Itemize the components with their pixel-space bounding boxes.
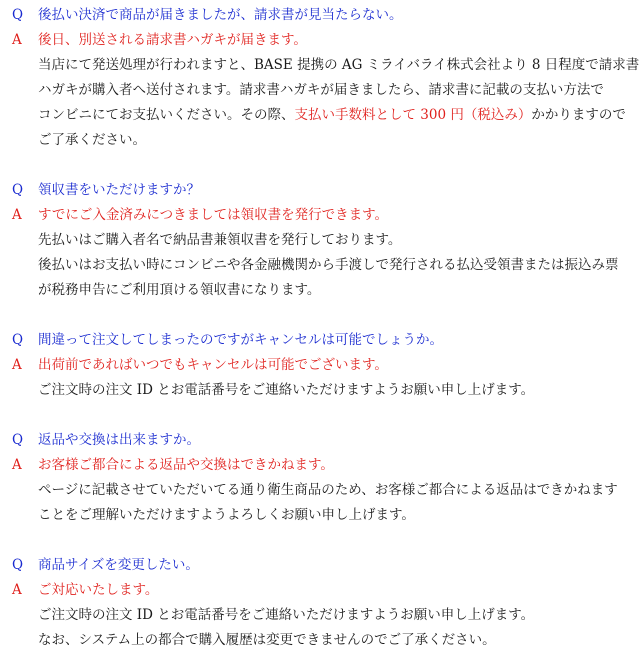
question-marker: Q — [12, 332, 24, 348]
answer-body-line: ことをご理解いただけますようよろしくお願い申し上げます。 — [38, 507, 415, 523]
question-marker: Q — [12, 182, 24, 198]
question-line — [12, 328, 630, 353]
answer-line — [12, 28, 630, 53]
answer-marker: A — [12, 357, 22, 373]
answer-marker: A — [12, 582, 22, 598]
answer-line — [12, 353, 630, 378]
spacer — [12, 153, 630, 178]
answer-body-line: ご注文時の注文 ID とお電話番号をご連絡いただけますようお願い申し上げます。 — [38, 382, 535, 398]
spacer — [12, 303, 630, 328]
question-text: 返品や交換は出来ますか。 — [38, 432, 200, 448]
question-text: 領収書をいただけますか？ — [38, 182, 200, 198]
faq-item — [12, 553, 630, 653]
answer-marker: A — [12, 207, 22, 223]
answer-body-line: ご了承ください。 — [38, 132, 146, 148]
answer-marker: A — [12, 32, 22, 48]
question-line — [12, 3, 630, 28]
answer-marker: A — [12, 457, 22, 473]
faq-item — [12, 428, 630, 528]
answer-body-line: ご注文時の注文 ID とお電話番号をご連絡いただけますようお願い申し上げます。 — [38, 607, 535, 623]
answer-text: お客様ご都合による返品や交換はできかねます。 — [38, 457, 334, 473]
faq-item — [12, 178, 630, 303]
answer-text: 出荷前であればいつでもキャンセルは可能でございます。 — [38, 357, 388, 373]
question-line — [12, 553, 630, 578]
answer-text: すでにご入金済みにつきましては領収書を発行できます。 — [38, 207, 389, 223]
question-line — [12, 178, 630, 203]
answer-body-line: 後払いはお支払い時にコンビニや各金融機関から手渡しで発行される払込受領書または振込み票 — [38, 257, 619, 273]
question-marker: Q — [12, 557, 24, 573]
answer-line — [12, 578, 630, 603]
question-text: 後払い決済で商品が届きましたが、請求書が見当たらない。 — [38, 7, 403, 23]
answer-text: ご対応いたします。 — [38, 582, 159, 598]
answer-body-line: 先払いはご購入者名で納品書兼領収書を発行しております。 — [38, 232, 402, 248]
answer-body-line: が税務申告にご利用頂ける領収書になります。 — [38, 282, 321, 298]
body-text: コンビニにてお支払いください。その際、 — [38, 107, 295, 123]
question-text: 商品サイズを変更したい。 — [38, 557, 199, 573]
answer-body-line: ハガキが購入者へ送付されます。請求書ハガキが届きましたら、請求書に記載の支払い方法で — [38, 82, 604, 98]
answer-body-line: ページに記載させていただいてる通り衛生商品のため、お客様ご都合による返品はできかねます — [38, 482, 618, 498]
answer-line — [12, 453, 630, 478]
faq-item — [12, 3, 640, 153]
question-text: 間違って注文してしまったのですがキャンセルは可能でしょうか。 — [38, 332, 443, 348]
question-line — [12, 428, 630, 453]
answer-body-line — [12, 103, 630, 128]
spacer — [12, 403, 630, 428]
answer-line — [12, 203, 630, 228]
answer-body-line: 当店にて発送処理が行われますと、BASE 提携の AG ミライバライ株式会社より 8 日程度で請求書 — [38, 57, 640, 73]
spacer — [12, 528, 630, 553]
question-marker: Q — [12, 7, 24, 23]
fee-highlight: 支払い手数料として 300 円（税込み） — [294, 107, 532, 123]
faq-item — [12, 328, 630, 403]
question-marker: Q — [12, 432, 24, 448]
answer-text: 後日、別送される請求書ハガキが届きます。 — [38, 32, 307, 48]
body-text: かかりますので — [531, 107, 626, 123]
answer-body-line: なお、システム上の都合で購入履歴は変更できませんのでご了承ください。 — [38, 632, 496, 648]
